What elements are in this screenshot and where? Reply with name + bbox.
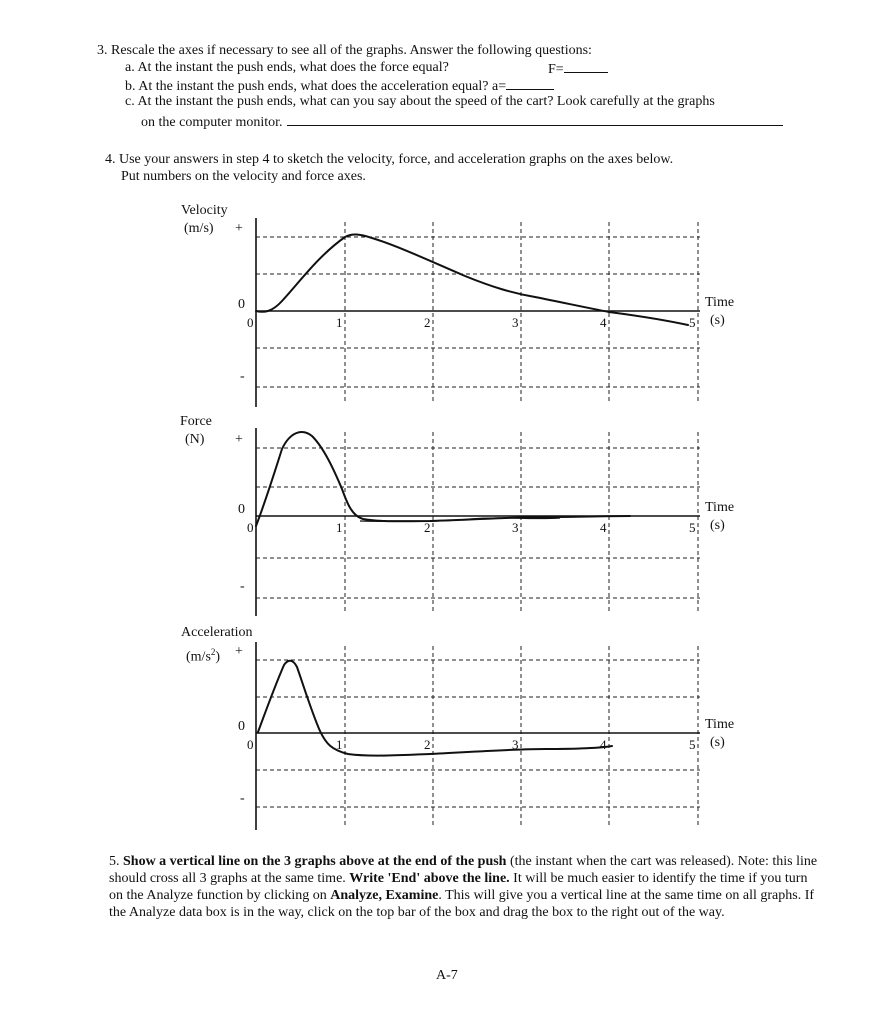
force-time-unit: (s) — [710, 518, 725, 533]
acceleration-label: Acceleration — [181, 625, 253, 640]
acceleration-minus-sign: - — [240, 791, 245, 806]
force-tick-label-0: 0 — [247, 520, 254, 535]
force-zero-label: 0 — [238, 502, 245, 517]
acceleration-plus-sign: + — [235, 644, 243, 659]
step3-intro: 3. Rescale the axes if necessary to see all of the graphs. Answer the following questions: — [97, 43, 592, 58]
page-number: A-7 — [436, 968, 458, 983]
velocity-tick-label-3: 3 — [512, 315, 519, 330]
acceleration-tick-label-1: 1 — [336, 737, 343, 752]
force-minus-sign: - — [240, 579, 245, 594]
acceleration-time-unit: (s) — [710, 735, 725, 750]
step5-bold2: Write 'End' above the line. — [349, 871, 510, 886]
force-sketch-retrace — [360, 518, 560, 522]
force-plus-sign: + — [235, 432, 243, 447]
force-unit: (N) — [185, 432, 205, 447]
acceleration-tick-label-4: 4 — [600, 737, 607, 752]
force-label: Force — [180, 414, 212, 429]
accel-unit-open: (m/s — [186, 649, 211, 665]
force-tick-label-3: 3 — [512, 520, 519, 535]
velocity-tick-label-2: 2 — [424, 315, 431, 330]
velocity-tick-label-0: 0 — [247, 315, 254, 330]
force-time-label: Time — [705, 500, 735, 515]
step5-paragraph — [109, 853, 819, 921]
velocity-zero-label: 0 — [238, 297, 245, 312]
force-sketch-curve — [256, 432, 630, 526]
velocity-tick-label-5: 5 — [689, 315, 696, 330]
velocity-tick-label-4: 4 — [600, 315, 607, 330]
acceleration-tick-label-2: 2 — [424, 737, 431, 752]
force-tick-label-5: 5 — [689, 520, 696, 535]
step5-bold3: Analyze, Examine — [330, 888, 439, 903]
velocity-label: Velocity — [181, 203, 228, 218]
question-b-text: b. At the instant the push ends, what does the acceleration equal? a= — [125, 79, 507, 94]
acceleration-tick-label-0: 0 — [247, 737, 254, 752]
step5-bold1: Show a vertical line on the 3 graphs above at the end of the push — [123, 854, 507, 869]
accel-unit-close: ) — [215, 649, 221, 665]
accel-unit-sup: 2 — [210, 647, 216, 657]
step3-question-c: c. At the instant the push ends, what can you say about the speed of the cart? Look carefully at the graphs — [125, 94, 715, 109]
step4-line2: Put numbers on the velocity and force axes. — [121, 169, 366, 184]
step5-text3: . This will give you a vertical line at the same time on all graphs. If the Analyze data box is in the way, click on the top bar of the box and drag the box to the right out of the way. — [109, 888, 815, 920]
acceleration-time-label: Time — [705, 717, 735, 732]
answer-a-label: F= — [548, 62, 564, 77]
step5-text1: (the instant when the cart was released). Note: this line should cross all 3 graphs at the same time. — [109, 854, 818, 886]
force-tick-label-4: 4 — [600, 520, 607, 535]
acceleration-tick-label-3: 3 — [512, 737, 519, 752]
velocity-tick-label-1: 1 — [336, 315, 343, 330]
velocity-plus-sign: + — [235, 221, 243, 236]
acceleration-tick-label-5: 5 — [689, 737, 696, 752]
step5-text2: It will be much easier to identify the time if you turn on the Analyze function by clicking on — [109, 871, 808, 903]
question-c-text2: on the computer monitor. — [141, 115, 283, 130]
acceleration-zero-label: 0 — [238, 719, 245, 734]
step3-question-a: a. At the instant the push ends, what does the force equal? — [125, 60, 449, 75]
velocity-unit: (m/s) — [184, 221, 214, 236]
acceleration-sketch-curve — [258, 661, 612, 756]
step4-line1: 4. Use your answers in step 4 to sketch the velocity, force, and acceleration graphs on the axes below. — [105, 152, 674, 167]
force-tick-label-2: 2 — [424, 520, 431, 535]
force-tick-label-1: 1 — [336, 520, 343, 535]
velocity-time-label: Time — [705, 295, 735, 310]
velocity-time-unit: (s) — [710, 313, 725, 328]
step5-num: 5. — [109, 854, 120, 869]
velocity-minus-sign: - — [240, 369, 245, 384]
